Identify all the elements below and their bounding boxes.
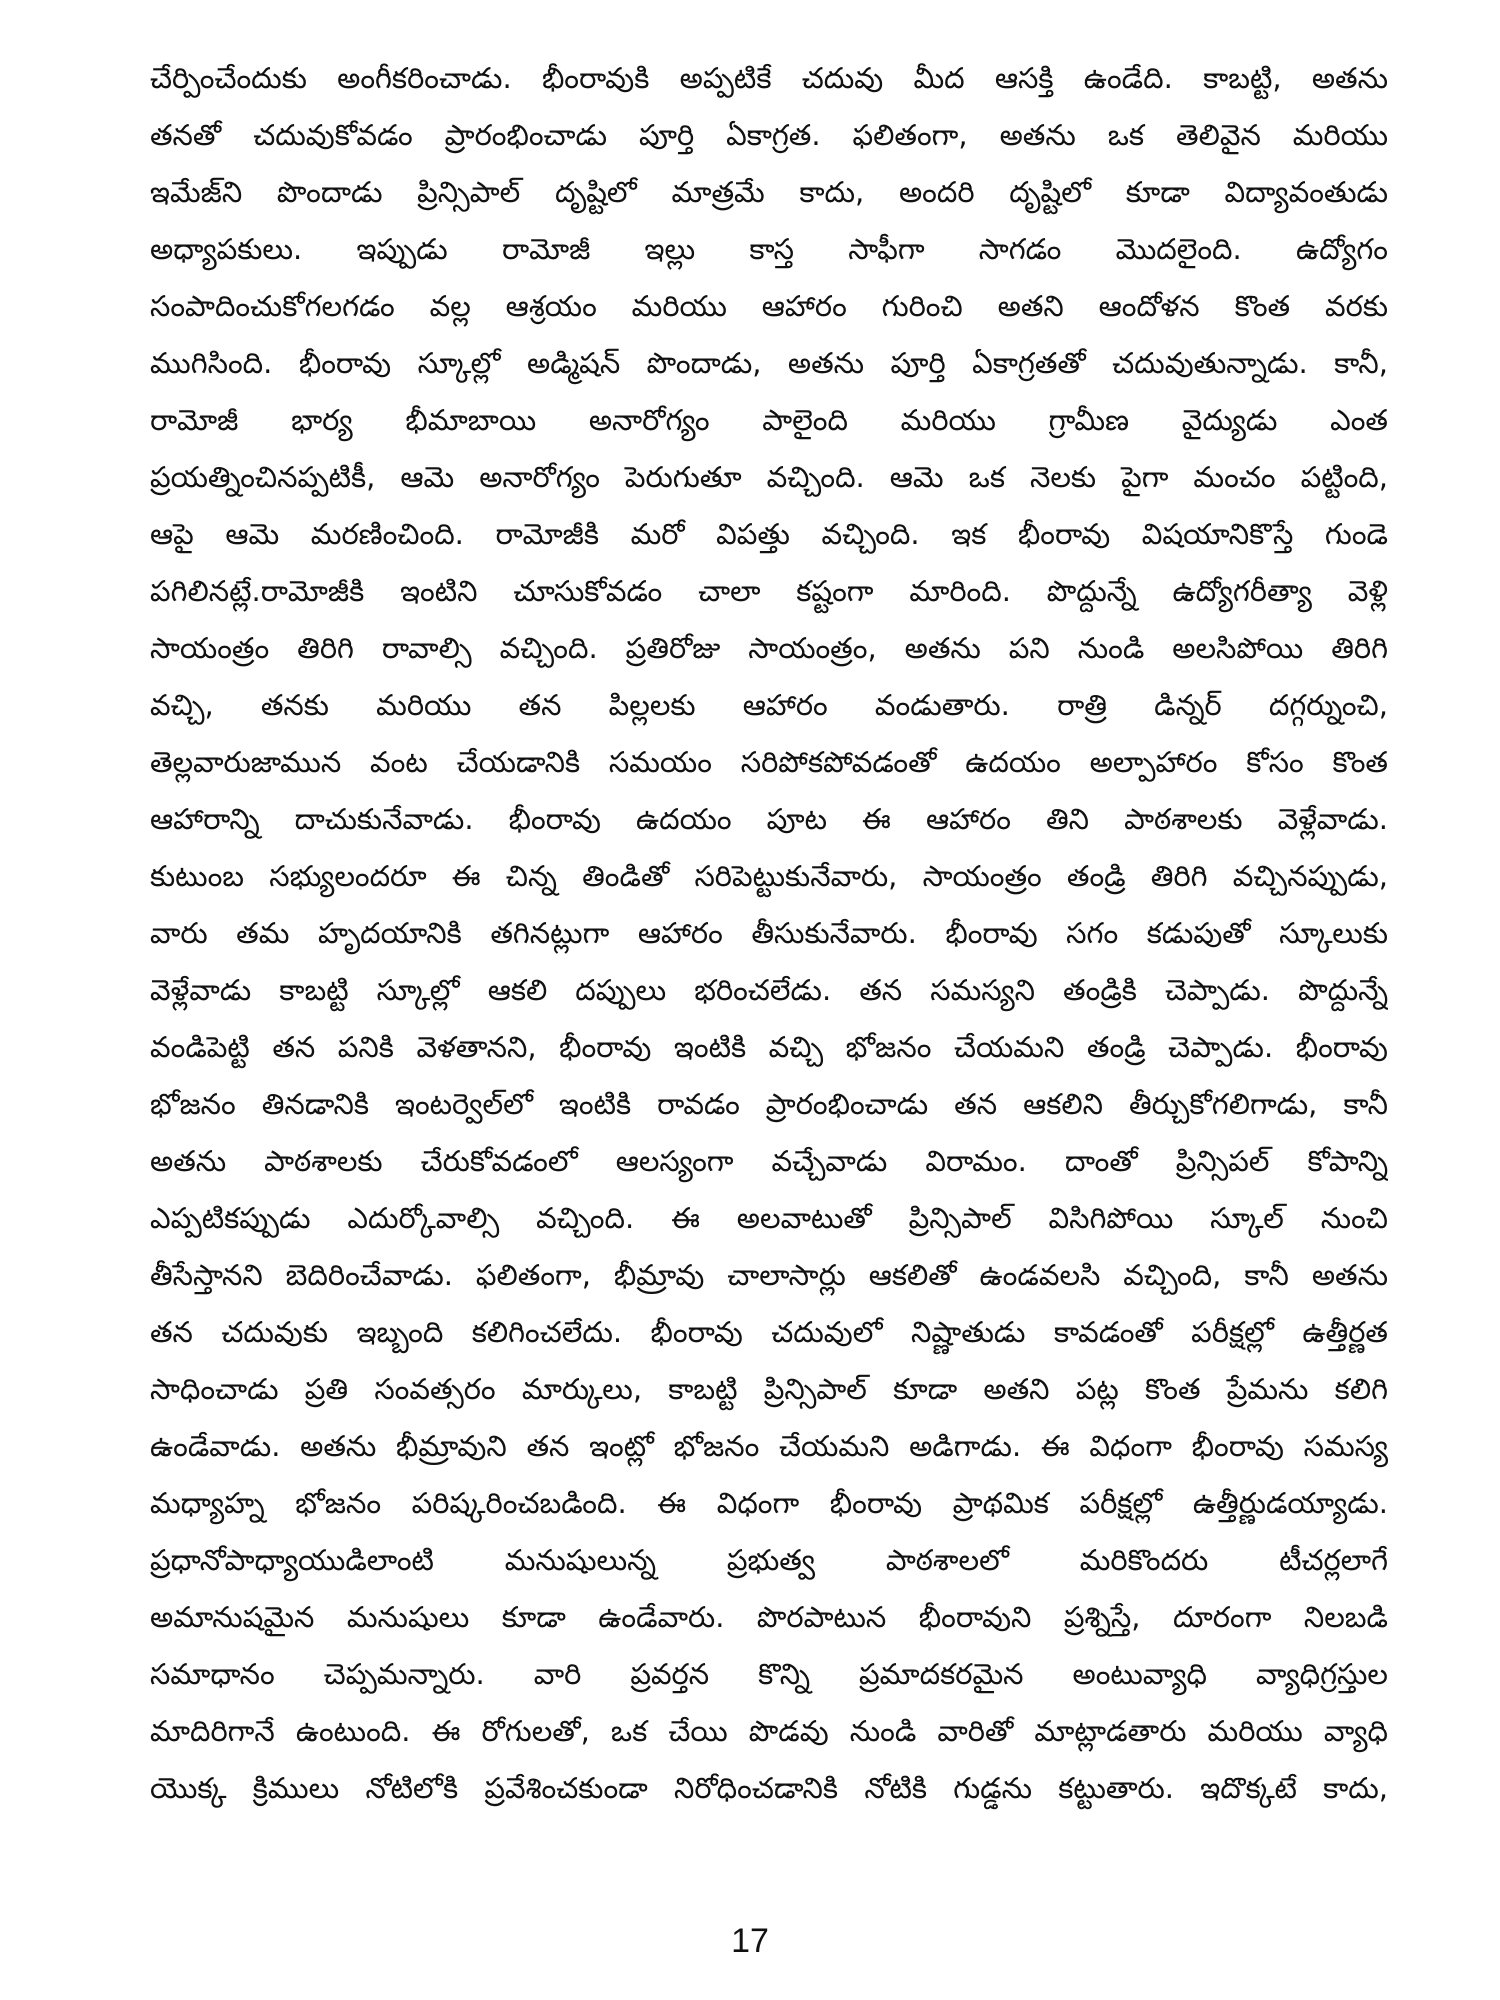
text-line: సాయంత్రం తిరిగి రావాల్సి వచ్చింది. ప్రతిరోజు సాయంత్రం, అతను పని నుండి అలసిపోయి తిరిగి: [150, 631, 1388, 665]
text-line: తీసేస్తానని బెదిరించేవాడు. ఫలితంగా, భీమ్రావు చాలాసార్లు ఆకలితో ఉండవలసి వచ్చింది, కానీ అతను: [150, 1258, 1388, 1292]
page-number: 17: [731, 1922, 769, 1960]
text-line: రామోజీ భార్య భీమాబాయి అనారోగ్యం పాలైంది మరియు గ్రామీణ వైద్యుడు ఎంత: [150, 403, 1388, 437]
text-line: వారు తమ హృదయానికి తగినట్లుగా ఆహారం తీసుకునేవారు. భీంరావు సగం కడుపుతో స్కూలుకు: [150, 916, 1388, 950]
text-line: ఉండేవాడు. అతను భీమ్రావుని తన ఇంట్లో భోజనం చేయమని అడిగాడు. ఈ విధంగా భీంరావు సమస్య: [150, 1429, 1388, 1463]
text-line: సమాధానం చెప్పమన్నారు. వారి ప్రవర్తన కొన్ని ప్రమాదకరమైన అంటువ్యాధి వ్యాధిగ్రస్తుల: [150, 1657, 1388, 1691]
text-line: మధ్యాహ్న భోజనం పరిష్కరించబడింది. ఈ విధంగా భీంరావు ప్రాథమిక పరీక్షల్లో ఉత్తీర్ణుడయ్యాడు.: [150, 1486, 1388, 1520]
text-line: వచ్చి, తనకు మరియు తన పిల్లలకు ఆహారం వండుతారు. రాత్రి డిన్నర్ దగ్గర్నుంచి,: [150, 688, 1388, 722]
text-line: ఆపై ఆమె మరణించింది. రామోజీకి మరో విపత్తు వచ్చింది. ఇక భీంరావు విషయానికొస్తే గుండె: [150, 517, 1388, 551]
text-line: వండిపెట్టి తన పనికి వెళతానని, భీంరావు ఇంటికి వచ్చి భోజనం చేయమని తండ్రి చెప్పాడు. భీంరావు: [150, 1030, 1388, 1064]
text-line: ఎప్పటికప్పుడు ఎదుర్కోవాల్సి వచ్చింది. ఈ అలవాటుతో ప్రిన్సిపాల్ విసిగిపోయి స్కూల్ నుంచి: [150, 1201, 1388, 1235]
body-text: [150, 50, 1388, 1817]
text-line: తనతో చదువుకోవడం ప్రారంభించాడు పూర్తి ఏకాగ్రత. ఫలితంగా, అతను ఒక తెలివైన మరియు: [150, 118, 1388, 152]
text-line: సంపాదించుకోగలగడం వల్ల ఆశ్రయం మరియు ఆహారం గురించి అతని ఆందోళన కొంత వరకు: [150, 289, 1388, 323]
text-line: పగిలినట్లే.రామోజీకి ఇంటిని చూసుకోవడం చాలా కష్టంగా మారింది. పొద్దున్నే ఉద్యోగరీత్యా వెళ్లి: [150, 574, 1388, 608]
text-line: ఆహారాన్ని దాచుకునేవాడు. భీంరావు ఉదయం పూట ఈ ఆహారం తిని పాఠశాలకు వెళ్లేవాడు.: [150, 802, 1388, 836]
text-line: తెల్లవారుజామున వంట చేయడానికి సమయం సరిపోకపోవడంతో ఉదయం అల్పాహారం కోసం కొంత: [150, 745, 1388, 779]
text-line: మాదిరిగానే ఉంటుంది. ఈ రోగులతో, ఒక చేయి పొడవు నుండి వారితో మాట్లాడతారు మరియు వ్యాధి: [150, 1714, 1388, 1748]
text-line: తన చదువుకు ఇబ్బంది కలిగించలేదు. భీంరావు చదువులో నిష్ణాతుడు కావడంతో పరీక్షల్లో ఉత్తీర్ణత: [150, 1315, 1388, 1349]
text-line: ప్రయత్నించినప్పటికీ, ఆమె అనారోగ్యం పెరుగుతూ వచ్చింది. ఆమె ఒక నెలకు పైగా మంచం పట్టింది,: [150, 460, 1388, 494]
text-line: సాధించాడు ప్రతి సంవత్సరం మార్కులు, కాబట్టి ప్రిన్సిపాల్ కూడా అతని పట్ల కొంత ప్రేమను కలిగి: [150, 1372, 1388, 1406]
text-line: అతను పాఠశాలకు చేరుకోవడంలో ఆలస్యంగా వచ్చేవాడు విరామం. దాంతో ప్రిన్సిపల్ కోపాన్ని: [150, 1144, 1388, 1178]
text-line: ప్రధానోపాధ్యాయుడిలాంటి మనుషులున్న ప్రభుత్వ పాఠశాలలో మరికొందరు టీచర్లలాగే: [150, 1543, 1388, 1577]
text-line: అమానుషమైన మనుషులు కూడా ఉండేవారు. పొరపాటున భీంరావుని ప్రశ్నిస్తే, దూరంగా నిలబడి: [150, 1600, 1388, 1634]
text-line: అధ్యాపకులు. ఇప్పుడు రామోజీ ఇల్లు కాస్త సాఫీగా సాగడం మొదలైంది. ఉద్యోగం: [150, 232, 1388, 266]
text-line: ముగిసింది. భీంరావు స్కూల్లో అడ్మిషన్ పొందాడు, అతను పూర్తి ఏకాగ్రతతో చదువుతున్నాడు. కానీ,: [150, 346, 1388, 380]
text-line: ఇమేజ్‌ని పొందాడు ప్రిన్సిపాల్ దృష్టిలో మాత్రమే కాదు, అందరి దృష్టిలో కూడా విద్యావంతుడు: [150, 175, 1388, 209]
text-line: కుటుంబ సభ్యులందరూ ఈ చిన్న తిండితో సరిపెట్టుకునేవారు, సాయంత్రం తండ్రి తిరిగి వచ్చినప్పుడు,: [150, 859, 1388, 893]
text-line: చేర్పించేందుకు అంగీకరించాడు. భీంరావుకి అప్పటికే చదువు మీద ఆసక్తి ఉండేది. కాబట్టి, అతను: [150, 61, 1388, 95]
text-line: భోజనం తినడానికి ఇంటర్వెల్‌లో ఇంటికి రావడం ప్రారంభించాడు తన ఆకలిని తీర్చుకోగలిగాడు, కానీ: [150, 1087, 1388, 1121]
text-line: యొక్క క్రిములు నోటిలోకి ప్రవేశించకుండా నిరోధించడానికి నోటికి గుడ్డను కట్టుతారు. ఇదొక్కటే కాదు,: [150, 1771, 1388, 1805]
text-line: వెళ్లేవాడు కాబట్టి స్కూల్లో ఆకలి దప్పులు భరించలేడు. తన సమస్యని తండ్రికి చెప్పాడు. పొద్దున్నే: [150, 973, 1388, 1007]
